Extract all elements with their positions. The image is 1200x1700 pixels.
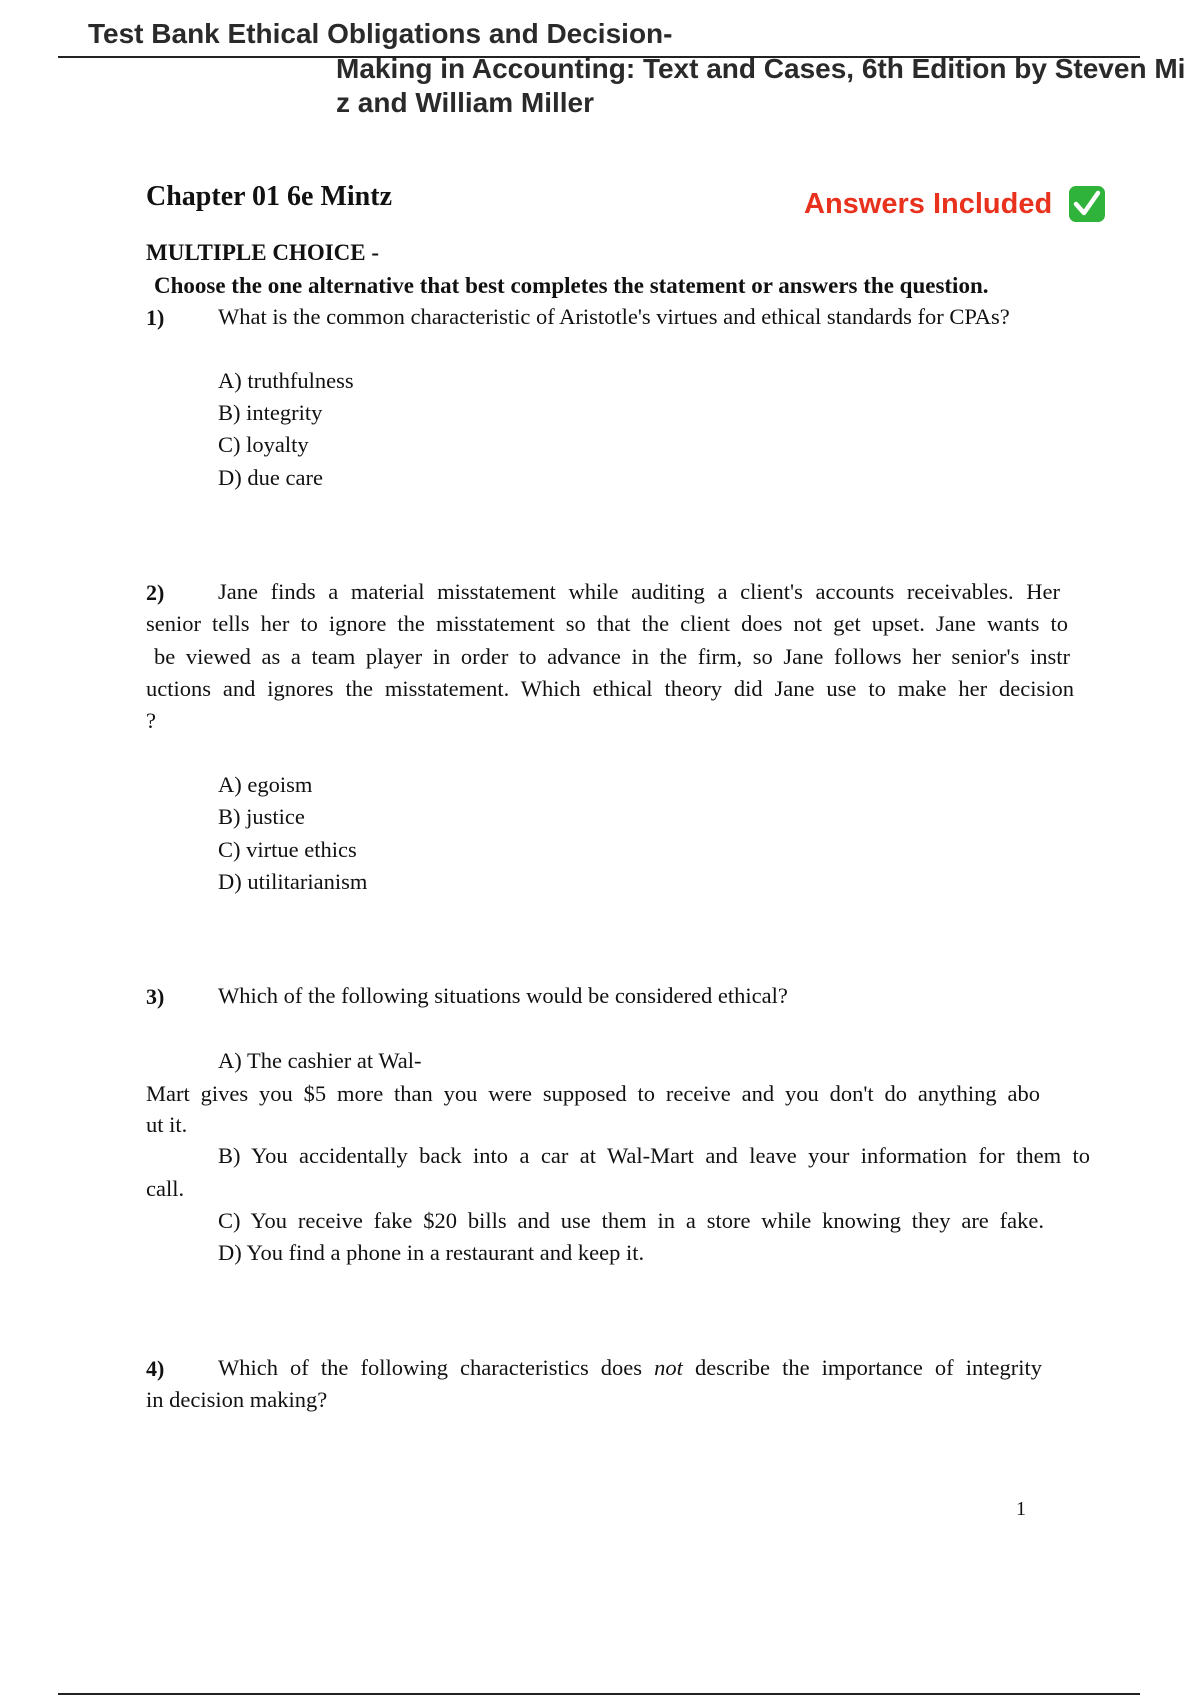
question-3-option-b-line-1: B) You accidentally back into a car at Wal-Mart and leave your information for them to	[218, 1143, 1090, 1168]
question-1-option-d: D) due care	[218, 465, 323, 490]
question-2-text-line-4: uctions and ignores the misstatement. Which ethical theory did Jane use to make her decision	[146, 676, 1074, 701]
question-2-text-line-3: be viewed as a team player in order to advance in the firm, so Jane follows her senior's instr	[154, 644, 1070, 669]
question-3-option-b-line-2: call.	[146, 1176, 185, 1201]
footer-rule	[58, 1693, 1140, 1695]
question-4-number: 4)	[146, 1356, 165, 1381]
answers-included-label: Answers Included	[804, 187, 1053, 220]
question-4-text-after-emphasis: describe the importance of integrity	[695, 1355, 1042, 1380]
question-4-emphasis: not	[654, 1355, 683, 1380]
question-2-option-c: C) virtue ethics	[218, 837, 357, 862]
question-2-text-line-1: Jane finds a material misstatement while auditing a client's accounts receivables. Her	[218, 579, 1060, 604]
question-2-option-d: D) utilitarianism	[218, 869, 368, 894]
question-1-option-a: A) truthfulness	[218, 368, 354, 393]
question-4-text-line-1	[218, 1355, 1042, 1381]
question-3-option-a-line-3: ut it.	[146, 1112, 188, 1137]
question-2-text-line-2: senior tells her to ignore the misstatement so that the client does not get upset. Jane wants to	[146, 611, 1068, 636]
chapter-title: Chapter 01 6e Mintz	[146, 181, 392, 212]
document-title-line-1: Test Bank Ethical Obligations and Decision-	[88, 18, 673, 49]
document-title-line-3: z and William Miller	[336, 87, 595, 118]
page-number: 1	[1016, 1498, 1026, 1520]
question-2-option-b: B) justice	[218, 804, 305, 829]
question-3-number: 3)	[146, 984, 165, 1009]
question-2-number: 2)	[146, 580, 165, 605]
instructions: Choose the one alternative that best completes the statement or answers the question.	[154, 273, 989, 298]
question-4-text-line-2: in decision making?	[146, 1387, 328, 1412]
question-1-text: What is the common characteristic of Aristotle's virtues and ethical standards for CPAs?	[218, 304, 1010, 329]
question-3-option-d: D) You find a phone in a restaurant and keep it.	[218, 1240, 645, 1265]
question-3-option-a-line-2: Mart gives you $5 more than you were supposed to receive and you don't do anything abo	[146, 1081, 1040, 1106]
document-title-line-2: Making in Accounting: Text and Cases, 6th Edition by Steven Mi	[336, 53, 1186, 84]
answers-included-badge	[804, 185, 1106, 223]
question-1-number: 1)	[146, 305, 165, 330]
question-2-text-line-5: ?	[146, 708, 156, 733]
question-3-option-a-line-1: A) The cashier at Wal-	[218, 1048, 422, 1073]
question-3-text: Which of the following situations would be considered ethical?	[218, 983, 788, 1008]
question-2-option-a: A) egoism	[218, 772, 313, 797]
section-title: MULTIPLE CHOICE -	[146, 240, 380, 265]
check-mark-icon	[1068, 185, 1106, 223]
question-3-option-c: C) You receive fake $20 bills and use them in a store while knowing they are fake.	[218, 1208, 1044, 1233]
question-4-text-before-emphasis: Which of the following characteristics does	[218, 1355, 643, 1380]
question-1-option-c: C) loyalty	[218, 432, 309, 457]
question-1-option-b: B) integrity	[218, 400, 323, 425]
